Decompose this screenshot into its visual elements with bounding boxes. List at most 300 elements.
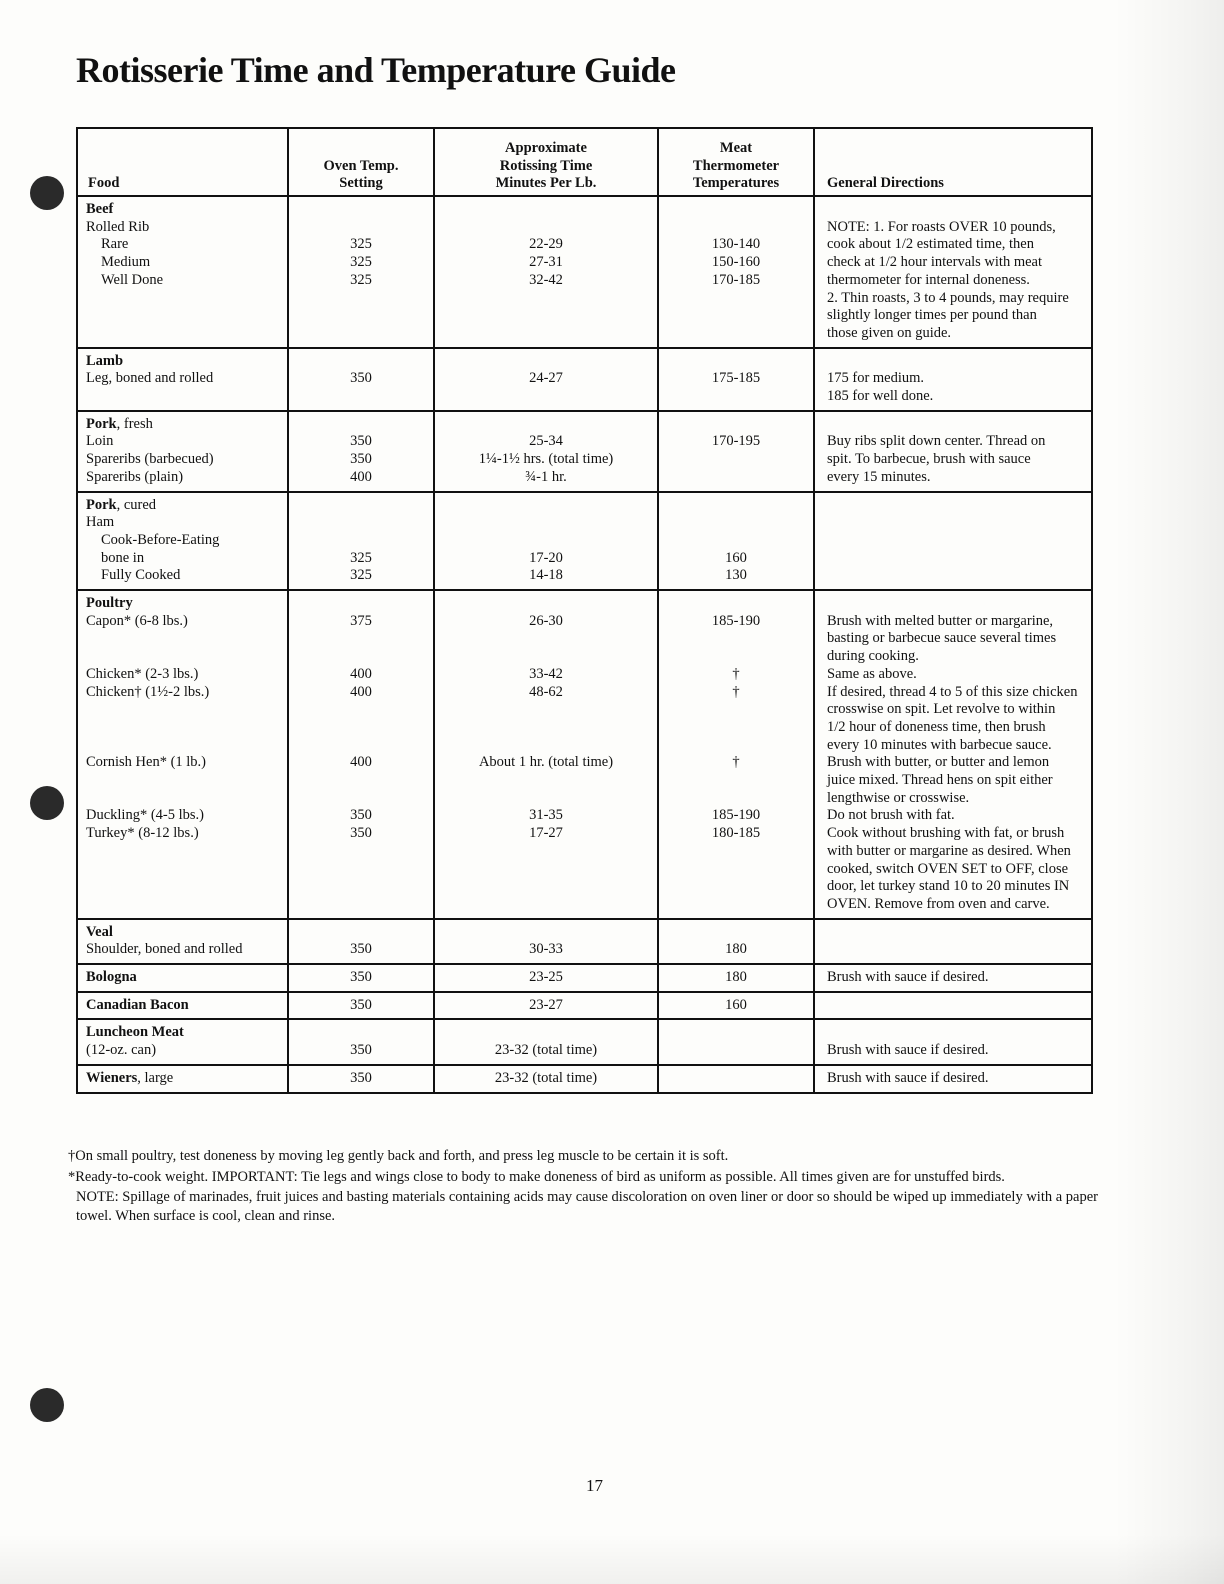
thermometer-value <box>661 1070 811 1088</box>
table-row <box>77 964 1092 992</box>
rotissing-time-cell <box>434 964 658 992</box>
rotissing-time-value: 23-25 <box>529 969 563 986</box>
rotisserie-guide-table <box>76 127 1093 1094</box>
food-line <box>86 790 281 808</box>
rotissing-time-value: 27-31 <box>529 254 563 271</box>
thermometer-value <box>661 630 811 648</box>
oven-temp-value: 350 <box>350 825 372 842</box>
header-directions: General Directions <box>814 128 1092 196</box>
food-line: Duckling* (4-5 lbs.) <box>86 807 204 824</box>
rotissing-time-value: 23-32 (total time) <box>494 1069 598 1086</box>
binder-hole-decoration <box>30 786 64 820</box>
directions-line: Brush with butter, or butter and lemon <box>827 754 1050 771</box>
oven-temp-value: 325 <box>350 271 372 288</box>
header-thermometer <box>658 128 814 196</box>
rotissing-time-cell <box>434 348 658 411</box>
oven-temp-value: 350 <box>350 941 372 958</box>
thermometer-cell <box>658 919 814 964</box>
food-cell <box>77 348 288 411</box>
directions-line: lengthwise or crosswise. <box>827 789 970 806</box>
header-oven-temp <box>288 128 434 196</box>
rotissing-time-value: 17-20 <box>529 549 563 566</box>
rotissing-time-value <box>437 514 655 532</box>
directions-line <box>827 353 1085 371</box>
food-line: Capon* (6-8 lbs.) <box>86 612 188 629</box>
directions-cell <box>814 196 1092 348</box>
header-line: Oven Temp. <box>323 157 399 174</box>
food-line: Chicken† (1½-2 lbs.) <box>86 683 210 700</box>
oven-temp-value <box>291 416 431 434</box>
oven-temp-value: 325 <box>350 567 372 584</box>
food-line <box>86 969 281 987</box>
rotissing-time-value <box>437 497 655 515</box>
directions-line: NOTE: 1. For roasts OVER 10 pounds, <box>827 218 1056 235</box>
oven-temp-value <box>291 860 431 878</box>
thermometer-value: 180 <box>725 941 747 958</box>
header-line: Minutes Per Lb. <box>495 175 597 192</box>
oven-temp-value: 350 <box>350 969 372 986</box>
rotissing-time-cell <box>434 411 658 492</box>
directions-cell <box>814 992 1092 1020</box>
food-cell <box>77 492 288 591</box>
thermometer-cell <box>658 411 814 492</box>
rotissing-time-cell <box>434 492 658 591</box>
food-cell <box>77 1019 288 1064</box>
thermometer-value <box>661 648 811 666</box>
rotissing-time-value <box>437 860 655 878</box>
directions-cell <box>814 919 1092 964</box>
thermometer-value <box>661 353 811 371</box>
oven-temp-value: 350 <box>350 370 372 387</box>
oven-temp-value: 350 <box>350 996 372 1013</box>
header-food: Food <box>77 128 288 196</box>
page-number: 17 <box>586 1476 603 1495</box>
food-category: Wieners <box>86 1069 138 1086</box>
oven-temp-cell <box>288 919 434 964</box>
oven-temp-cell <box>288 964 434 992</box>
oven-temp-cell <box>288 992 434 1020</box>
oven-temp-value <box>291 353 431 371</box>
food-line: Turkey* (8-12 lbs.) <box>86 825 199 842</box>
food-line <box>86 648 281 666</box>
thermometer-value <box>661 201 811 219</box>
food-cell <box>77 590 288 919</box>
directions-line: cooked, switch OVEN SET to OFF, close <box>827 860 1069 877</box>
header-row <box>77 128 1092 196</box>
thermometer-cell <box>658 1065 814 1093</box>
directions-line: 2. Thin roasts, 3 to 4 pounds, may require <box>827 289 1069 306</box>
directions-line: check at 1/2 hour intervals with meat <box>827 254 1043 271</box>
directions-line <box>827 201 1085 219</box>
oven-temp-value <box>291 843 431 861</box>
rotissing-time-value: 24-27 <box>529 370 563 387</box>
oven-temp-cell <box>288 492 434 591</box>
food-cell <box>77 992 288 1020</box>
rotissing-time-cell <box>434 196 658 348</box>
directions-line <box>827 595 1085 613</box>
thermometer-value: 130 <box>725 567 747 584</box>
thermometer-cell <box>658 492 814 591</box>
food-line: Ham <box>86 514 115 531</box>
rotissing-time-cell <box>434 992 658 1020</box>
oven-temp-value: 325 <box>350 236 372 253</box>
food-cell <box>77 196 288 348</box>
food-line <box>86 772 281 790</box>
food-cell <box>77 964 288 992</box>
thermometer-value: 170-185 <box>711 271 761 288</box>
oven-temp-cell <box>288 590 434 919</box>
food-category: Pork <box>86 415 117 432</box>
rotissing-time-value: 33-42 <box>529 665 563 682</box>
thermometer-value: 150-160 <box>711 254 761 271</box>
rotissing-time-value <box>437 353 655 371</box>
directions-line: basting or barbecue sauce several times <box>827 630 1057 647</box>
food-line: Cook-Before-Eating <box>101 531 220 548</box>
thermometer-value: 130-140 <box>711 236 761 253</box>
directions-line: 1/2 hour of doneness time, then brush <box>827 718 1046 735</box>
oven-temp-cell <box>288 348 434 411</box>
oven-temp-value <box>291 790 431 808</box>
directions-line: Same as above. <box>827 665 917 682</box>
oven-temp-value <box>291 514 431 532</box>
thermometer-value <box>661 514 811 532</box>
footnotes <box>68 1146 1108 1226</box>
rotissing-time-value <box>437 595 655 613</box>
food-line: Loin <box>86 433 114 450</box>
directions-cell <box>814 1065 1092 1093</box>
rotissing-time-value <box>437 201 655 219</box>
directions-cell <box>814 590 1092 919</box>
rotissing-time-value <box>437 532 655 550</box>
thermometer-value: † <box>732 683 740 700</box>
footnote-dagger: †On small poultry, test doneness by moving leg gently back and forth, and press leg muscle to be certain it is soft. <box>68 1148 729 1164</box>
rotissing-time-value <box>437 772 655 790</box>
directions-line: spit. To barbecue, brush with sauce <box>827 451 1031 468</box>
food-line <box>86 1024 281 1042</box>
food-line: (12-oz. can) <box>86 1042 157 1059</box>
food-category: Luncheon Meat <box>86 1024 184 1041</box>
thermometer-cell <box>658 964 814 992</box>
table-row <box>77 992 1092 1020</box>
rotissing-time-value <box>437 790 655 808</box>
directions-line: OVEN. Remove from oven and carve. <box>827 895 1050 912</box>
table-row <box>77 1065 1092 1093</box>
header-line: Setting <box>339 175 383 192</box>
food-line: Shoulder, boned and rolled <box>86 941 243 958</box>
thermometer-value <box>661 451 811 469</box>
rotissing-time-value: 48-62 <box>529 683 563 700</box>
directions-line: 175 for medium. <box>827 370 925 387</box>
rotissing-time-cell <box>434 590 658 919</box>
oven-temp-value <box>291 924 431 942</box>
thermometer-value: 160 <box>725 549 747 566</box>
rotissing-time-value <box>437 416 655 434</box>
table-row <box>77 919 1092 964</box>
oven-temp-cell <box>288 1019 434 1064</box>
food-category: Lamb <box>86 352 124 369</box>
thermometer-value <box>661 219 811 237</box>
rotissing-time-value: 31-35 <box>529 807 563 824</box>
thermometer-value <box>661 416 811 434</box>
header-line: Meat <box>719 139 753 156</box>
rotissing-time-value <box>437 719 655 737</box>
thermometer-value <box>661 469 811 487</box>
rotissing-time-value: 23-32 (total time) <box>494 1042 598 1059</box>
food-cell <box>77 1065 288 1093</box>
rotissing-time-value: 26-30 <box>529 612 563 629</box>
directions-line: juice mixed. Thread hens on spit either <box>827 772 1053 789</box>
food-line: Cornish Hen* (1 lb.) <box>86 754 207 771</box>
food-line <box>86 497 281 515</box>
rotissing-time-cell <box>434 1065 658 1093</box>
oven-temp-cell <box>288 411 434 492</box>
oven-temp-value: 375 <box>350 612 372 629</box>
directions-line: Brush with sauce if desired. <box>827 969 989 986</box>
food-category: Veal <box>86 923 113 940</box>
rotissing-time-value <box>437 219 655 237</box>
food-cell <box>77 411 288 492</box>
directions-line <box>827 1024 1085 1042</box>
directions-line: those given on guide. <box>827 324 952 341</box>
header-line: Approximate <box>505 139 587 156</box>
directions-line: with butter or margarine as desired. When <box>827 842 1071 859</box>
thermometer-value <box>661 532 811 550</box>
food-line: Rare <box>101 236 129 253</box>
rotissing-time-value <box>437 924 655 942</box>
food-line <box>86 630 281 648</box>
oven-temp-value: 325 <box>350 549 372 566</box>
thermometer-value <box>661 860 811 878</box>
thermometer-cell <box>658 348 814 411</box>
header-line: Rotissing Time <box>499 157 593 174</box>
directions-cell <box>814 492 1092 591</box>
oven-temp-value <box>291 497 431 515</box>
oven-temp-value: 350 <box>350 1042 372 1059</box>
directions-line: every 10 minutes with barbecue sauce. <box>827 736 1052 753</box>
rotissing-time-value: 17-27 <box>529 825 563 842</box>
food-line: Spareribs (plain) <box>86 468 184 485</box>
rotissing-time-value <box>437 701 655 719</box>
rotissing-time-value <box>437 1024 655 1042</box>
food-category-qualifier: , cured <box>116 496 157 513</box>
directions-cell <box>814 964 1092 992</box>
food-line <box>86 595 281 613</box>
food-line: bone in <box>101 549 145 566</box>
thermometer-value <box>661 772 811 790</box>
food-line: Chicken* (2-3 lbs.) <box>86 665 199 682</box>
directions-line <box>827 416 1085 434</box>
rotissing-time-value: About 1 hr. (total time) <box>478 754 614 771</box>
oven-temp-value <box>291 737 431 755</box>
oven-temp-value: 400 <box>350 665 372 682</box>
food-category-qualifier: , large <box>137 1069 174 1086</box>
thermometer-value: † <box>732 754 740 771</box>
oven-temp-value: 350 <box>350 433 372 450</box>
directions-line: Brush with sauce if desired. <box>827 1069 989 1086</box>
thermometer-value <box>661 497 811 515</box>
oven-temp-value: 350 <box>350 451 372 468</box>
rotissing-time-value <box>437 843 655 861</box>
oven-temp-value: 350 <box>350 1069 372 1086</box>
food-category-qualifier: , fresh <box>116 415 153 432</box>
food-line <box>86 896 281 914</box>
footnote-asterisk: *Ready-to-cook weight. IMPORTANT: Tie legs and wings close to body to make doneness of bird as uniform as possible. All times given are for unstuffed birds. <box>68 1169 1005 1185</box>
oven-temp-cell <box>288 196 434 348</box>
oven-temp-value <box>291 719 431 737</box>
food-line <box>86 997 281 1015</box>
oven-temp-value: 325 <box>350 254 372 271</box>
thermometer-value <box>661 737 811 755</box>
page-title: Rotisserie Time and Temperature Guide <box>76 50 676 90</box>
directions-line: crosswise on spit. Let revolve to within <box>827 701 1056 718</box>
directions-line: Buy ribs split down center. Thread on <box>827 433 1046 450</box>
directions-line: every 15 minutes. <box>827 468 931 485</box>
binder-hole-decoration <box>30 176 64 210</box>
thermometer-value <box>661 701 811 719</box>
oven-temp-value <box>291 219 431 237</box>
food-line: Well Done <box>101 271 164 288</box>
rotissing-time-value: 14-18 <box>529 567 563 584</box>
directions-line: Brush with sauce if desired. <box>827 1042 989 1059</box>
thermometer-cell <box>658 590 814 919</box>
thermometer-value: 180 <box>725 969 747 986</box>
rotissing-time-cell <box>434 1019 658 1064</box>
rotissing-time-value <box>437 648 655 666</box>
food-cell <box>77 919 288 964</box>
table-row <box>77 492 1092 591</box>
food-line <box>86 701 281 719</box>
food-line: Fully Cooked <box>101 567 181 584</box>
binder-hole-decoration <box>30 1388 64 1422</box>
thermometer-value <box>661 843 811 861</box>
rotissing-time-value: ¾-1 hr. <box>525 468 567 485</box>
food-line <box>86 353 281 371</box>
oven-temp-value <box>291 648 431 666</box>
thermometer-value: 160 <box>725 996 747 1013</box>
rotissing-time-value <box>437 630 655 648</box>
thermometer-value: 180-185 <box>711 825 761 842</box>
directions-line: If desired, thread 4 to 5 of this size chicken <box>827 683 1078 700</box>
thermometer-value <box>661 1024 811 1042</box>
directions-cell <box>814 348 1092 411</box>
thermometer-value: † <box>732 665 740 682</box>
oven-temp-value <box>291 201 431 219</box>
oven-temp-cell <box>288 1065 434 1093</box>
thermometer-value: 185-190 <box>711 612 761 629</box>
directions-line: thermometer for internal doneness. <box>827 271 1030 288</box>
food-category: Pork <box>86 496 117 513</box>
rotissing-time-value: 23-27 <box>529 996 563 1013</box>
rotissing-time-value: 30-33 <box>529 941 563 958</box>
food-line: Spareribs (barbecued) <box>86 451 214 468</box>
food-line <box>86 843 281 861</box>
thermometer-cell <box>658 196 814 348</box>
scan-edge-shadow <box>1114 0 1224 1584</box>
footnote-note: NOTE: Spillage of marinades, fruit juices and basting materials containing acids may cause discoloration on oven liner or door so should be wiped up immediately with a paper towel. When surface is cool, clean and rinse. <box>76 1189 1098 1224</box>
header-line: Thermometer <box>692 157 780 174</box>
food-line <box>86 737 281 755</box>
food-line <box>86 416 281 434</box>
thermometer-value <box>661 878 811 896</box>
oven-temp-value <box>291 532 431 550</box>
directions-line: Cook without brushing with fat, or brush <box>827 825 1065 842</box>
food-line: Rolled Rib <box>86 218 150 235</box>
oven-temp-value: 400 <box>350 683 372 700</box>
oven-temp-value <box>291 896 431 914</box>
food-category: Poultry <box>86 595 133 612</box>
food-line <box>86 201 281 219</box>
oven-temp-value <box>291 630 431 648</box>
food-category: Canadian Bacon <box>86 996 189 1013</box>
thermometer-cell <box>658 1019 814 1064</box>
thermometer-value <box>661 595 811 613</box>
thermometer-value <box>661 790 811 808</box>
rotissing-time-cell <box>434 919 658 964</box>
food-line <box>86 924 281 942</box>
table-row <box>77 348 1092 411</box>
directions-line: 185 for well done. <box>827 388 934 404</box>
table-row <box>77 196 1092 348</box>
oven-temp-value: 400 <box>350 468 372 485</box>
directions-line: cook about 1/2 estimated time, then <box>827 236 1034 253</box>
directions-line: door, let turkey stand 10 to 20 minutes IN <box>827 878 1070 895</box>
food-line: Leg, boned and rolled <box>86 370 214 387</box>
oven-temp-value: 400 <box>350 754 372 771</box>
rotissing-time-value <box>437 896 655 914</box>
oven-temp-value <box>291 772 431 790</box>
food-category: Bologna <box>86 969 137 986</box>
food-line <box>86 1070 281 1088</box>
scan-bottom-shadow <box>0 1534 1224 1584</box>
food-line: Medium <box>101 254 151 271</box>
table-row <box>77 411 1092 492</box>
thermometer-value: 175-185 <box>711 370 761 387</box>
food-line <box>86 719 281 737</box>
thermometer-value <box>661 896 811 914</box>
oven-temp-value <box>291 701 431 719</box>
thermometer-value: 170-195 <box>711 433 761 450</box>
directions-line: Do not brush with fat. <box>827 807 955 824</box>
rotissing-time-value: 1¼-1½ hrs. (total time) <box>478 451 614 468</box>
directions-line: Brush with melted butter or margarine, <box>827 612 1054 629</box>
thermometer-cell <box>658 992 814 1020</box>
table-row <box>77 590 1092 919</box>
thermometer-value: 185-190 <box>711 807 761 824</box>
rotissing-time-value <box>437 737 655 755</box>
header-rotissing-time <box>434 128 658 196</box>
thermometer-value <box>661 1042 811 1060</box>
food-line <box>86 860 281 878</box>
rotissing-time-value: 22-29 <box>529 236 563 253</box>
oven-temp-value: 350 <box>350 807 372 824</box>
directions-line: during cooking. <box>827 648 919 665</box>
directions-cell <box>814 1019 1092 1064</box>
oven-temp-value <box>291 1024 431 1042</box>
directions-line: slightly longer times per pound than <box>827 307 1037 324</box>
thermometer-value <box>661 719 811 737</box>
oven-temp-value <box>291 878 431 896</box>
food-line <box>86 878 281 896</box>
table-body <box>77 196 1092 1093</box>
rotissing-time-value: 25-34 <box>529 433 563 450</box>
rotissing-time-value <box>437 878 655 896</box>
table-row <box>77 1019 1092 1064</box>
rotissing-time-value: 32-42 <box>529 271 563 288</box>
oven-temp-value <box>291 595 431 613</box>
thermometer-value <box>661 924 811 942</box>
header-line: Temperatures <box>692 175 780 192</box>
food-category: Beef <box>86 201 114 217</box>
